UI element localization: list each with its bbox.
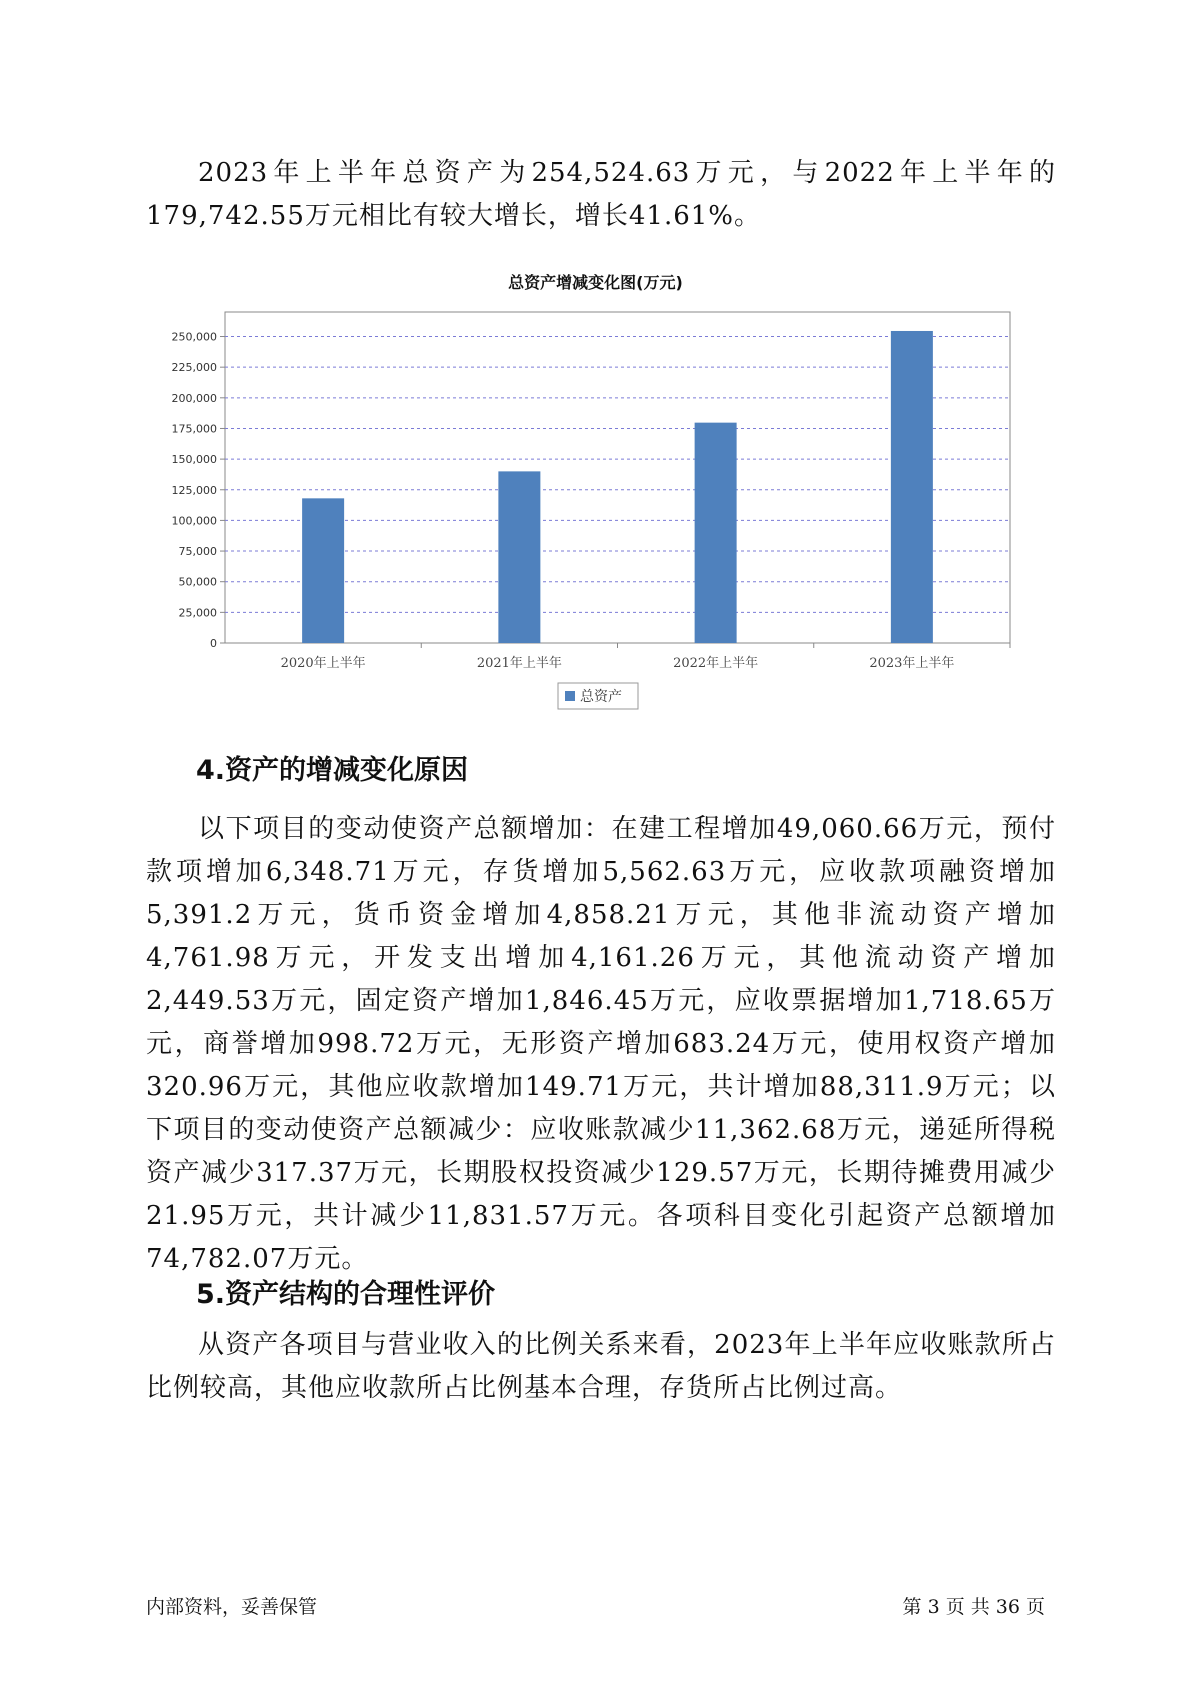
- y-tick-label: 50,000: [178, 575, 217, 589]
- asset-change-paragraph: 以下项目的变动使资产总额增加：在建工程增加49,060.66万元，预付款项增加6,348.71万元，存货增加5,562.63万元，应收款项融资增加5,391.2万元，货币资金增加4,858.21万元，其他非流动资产增加4,761.98万元，开发支出增加4,161.26万元，其他流动资产增加2,449.53万元，固定资产增加1,846.45万元，应收票据增加1,718.65万元，商誉增加998.72万元，无形资产增加683.24万元，使用权资产增加320.96万元，其他应收款增加149.71万元，共计增加88,311.9万元；以下项目的变动使资产总额减少：应收账款减少11,362.68万元，递延所得税资产减少317.37万元，长期股权投资减少129.57万元，长期待摊费用减少21.95万元，共计减少11,831.57万元。各项科目变化引起资产总额增加74,782.07万元。: [146, 814, 1056, 1274]
- x-tick-label: 2023年上半年: [869, 656, 955, 671]
- y-tick-label: 100,000: [171, 514, 217, 528]
- y-tick-label: 125,000: [171, 483, 217, 497]
- y-tick-label: 225,000: [171, 361, 217, 375]
- y-tick-label: 150,000: [171, 453, 217, 467]
- intro-paragraph: 2023年上半年总资产为254,524.63万元，与2022年上半年的179,742.55万元相比有较大增长，增长41.61%。: [146, 158, 1056, 231]
- bar-2023年上半年: [891, 331, 933, 643]
- bar-2021年上半年: [498, 471, 540, 643]
- chart-title: 总资产增减变化图(万元): [508, 273, 683, 292]
- y-tick-label: 250,000: [171, 330, 217, 344]
- x-tick-label: 2022年上半年: [673, 656, 759, 671]
- legend-label: 总资产: [580, 689, 622, 705]
- y-tick-label: 200,000: [171, 391, 217, 405]
- legend-swatch: [565, 691, 575, 701]
- y-tick-label: 0: [210, 637, 217, 650]
- total-assets-chart: [0, 0, 1191, 720]
- bar-2020年上半年: [302, 498, 344, 643]
- section-heading-asset-change-reasons: 4.资产的增减变化原因: [196, 755, 469, 786]
- footer-page-number: 第 3 页 共 36 页: [902, 1596, 1045, 1618]
- footer-confidential-note: 内部资料，妥善保管: [146, 1596, 318, 1618]
- x-tick-label: 2021年上半年: [476, 656, 562, 671]
- bar-2022年上半年: [695, 423, 737, 643]
- asset-structure-paragraph: 从资产各项目与营业收入的比例关系来看，2023年上半年应收账款所占比例较高，其他应收款所占比例基本合理，存货所占比例过高。: [146, 1330, 1056, 1403]
- x-tick-label: 2020年上半年: [280, 656, 366, 671]
- y-tick-label: 75,000: [178, 545, 217, 559]
- section-heading-asset-structure: 5.资产结构的合理性评价: [196, 1279, 496, 1310]
- y-tick-label: 175,000: [171, 422, 217, 436]
- y-tick-label: 25,000: [178, 606, 217, 620]
